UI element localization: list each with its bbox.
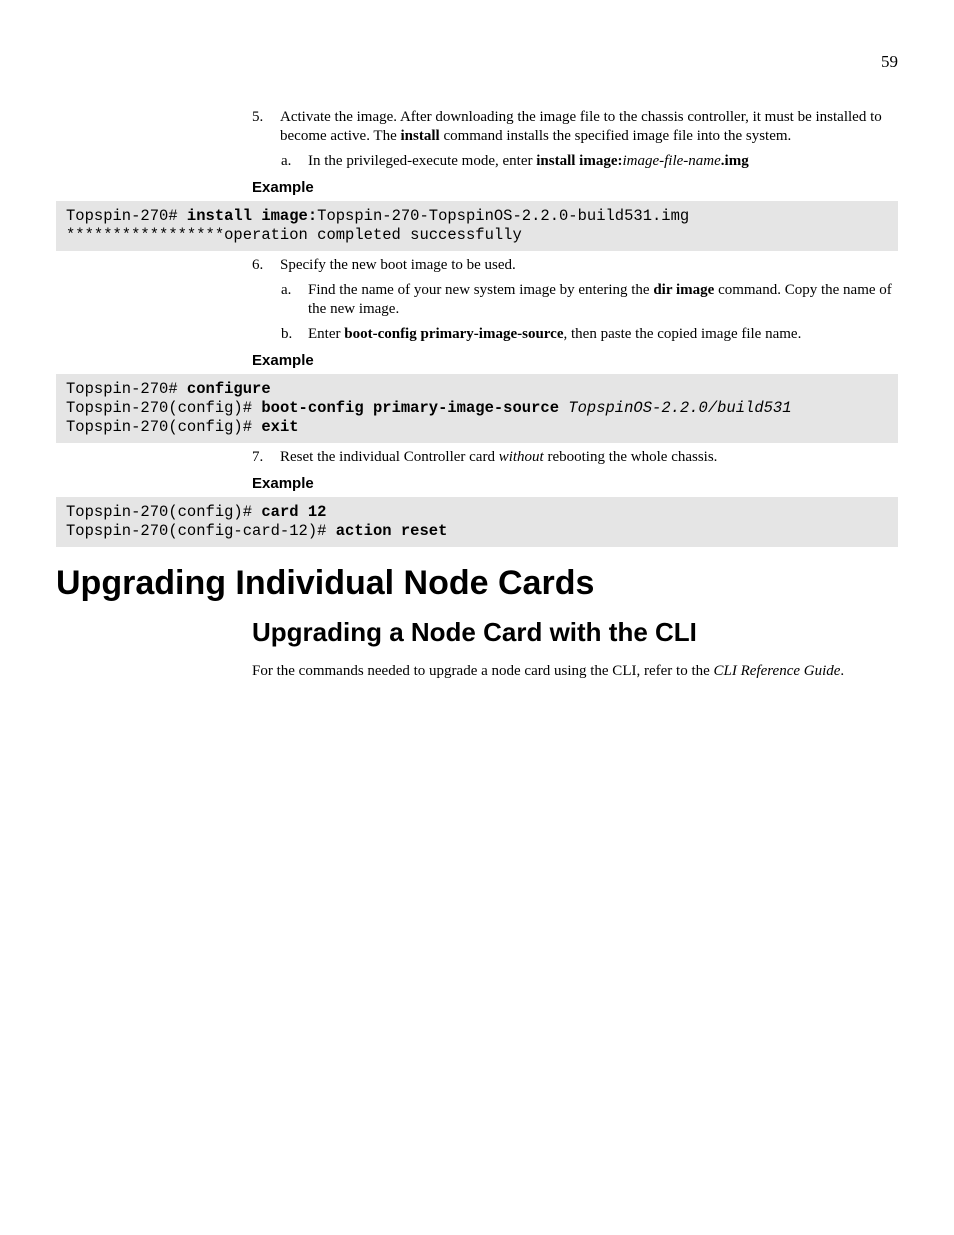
code-block	[56, 201, 898, 251]
code-line: Topspin-270(config-card-12)# action reset	[66, 522, 448, 540]
step-6	[252, 256, 896, 275]
step-5a	[281, 152, 897, 171]
code-block	[56, 497, 898, 547]
page-number: 59	[881, 52, 898, 71]
code-line: Topspin-270(config)# exit	[66, 418, 299, 436]
code-line: *****************operation completed successfully	[66, 226, 522, 244]
step-text: Specify the new boot image to be used.	[280, 257, 516, 273]
example-label: Example	[252, 179, 314, 196]
code-line: Topspin-270(config)# boot-config primary-image-source TopspinOS-2.2.0/build531	[66, 399, 792, 417]
section-heading: Upgrading Individual Node Cards	[56, 564, 595, 602]
step-7	[252, 448, 896, 467]
example-label: Example	[252, 352, 314, 369]
substep-text: Enter boot-config primary-image-source, then paste the copied image file name.	[308, 326, 802, 342]
step-number: 5.	[252, 109, 264, 125]
step-text: Reset the individual Controller card without rebooting the whole chassis.	[280, 449, 718, 465]
step-number: 6.	[252, 257, 264, 273]
step-5	[252, 108, 896, 146]
code-line: Topspin-270(config)# card 12	[66, 503, 327, 521]
code-line: Topspin-270# install image:Topspin-270-TopspinOS-2.2.0-build531.img	[66, 207, 690, 225]
subsection-heading: Upgrading a Node Card with the CLI	[252, 617, 697, 647]
step-number: 7.	[252, 449, 264, 465]
substep-text: Find the name of your new system image by entering the dir image command. Copy the name of the new image.	[308, 282, 892, 317]
substep-letter: a.	[281, 282, 292, 298]
body-paragraph: For the commands needed to upgrade a node card using the CLI, refer to the CLI Reference Guide.	[252, 663, 845, 679]
step-6a	[281, 281, 897, 319]
code-block	[56, 374, 898, 443]
substep-letter: b.	[281, 326, 293, 342]
substep-letter: a.	[281, 153, 292, 169]
reference-guide-title: CLI Reference Guide	[713, 663, 841, 679]
code-line: Topspin-270# configure	[66, 380, 271, 398]
step-text: Activate the image. After downloading the image file to the chassis controller, it must be installed to become active. The install command installs the specified image file into the system.	[280, 109, 882, 144]
substep-text: In the privileged-execute mode, enter install image:image-file-name.img	[308, 153, 749, 169]
step-6b	[281, 325, 897, 344]
example-label: Example	[252, 475, 314, 492]
